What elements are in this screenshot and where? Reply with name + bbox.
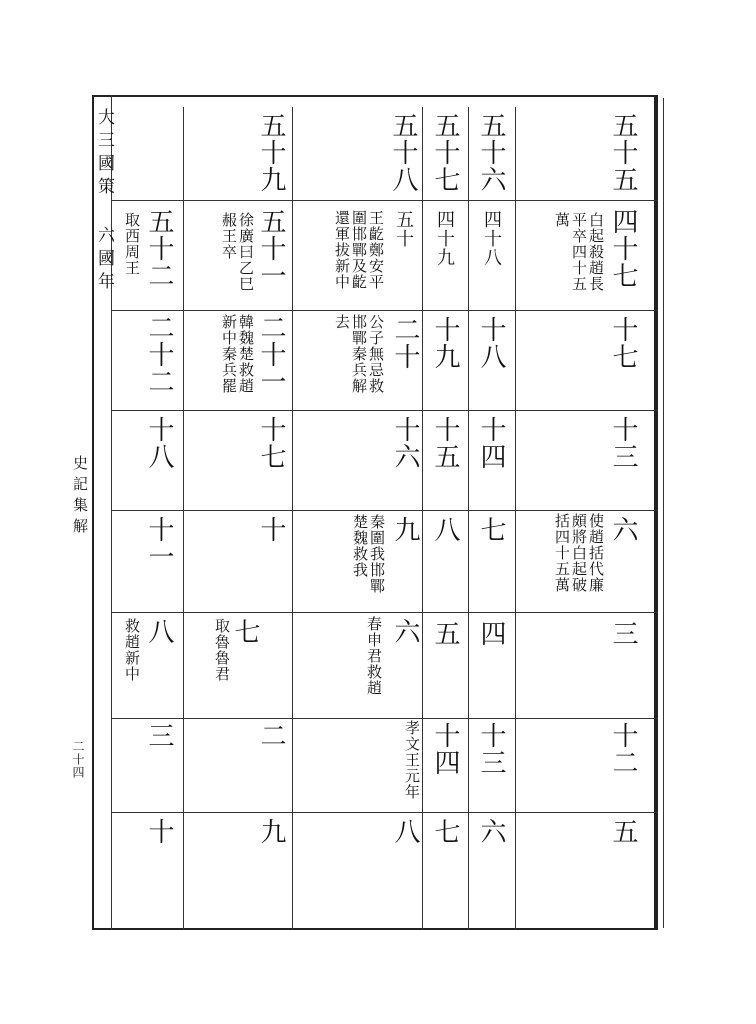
year-cell: 六 xyxy=(608,516,638,543)
year-cell: 七 xyxy=(230,618,260,645)
year-cell: 四十七 xyxy=(608,208,638,289)
year-cell: 十四 xyxy=(430,722,460,776)
year-cell: 十 xyxy=(256,516,286,543)
event-note: 使趙括代廉頗將白起破括四十五萬 xyxy=(553,513,605,593)
year-cell: 十三 xyxy=(608,416,638,470)
year-cell: 五 xyxy=(430,620,460,647)
margin-title: 大三國策 六國年 xyxy=(94,108,114,295)
event-note: 徐廣曰乙巳赧王卒 xyxy=(220,212,255,292)
year-cell: 六 xyxy=(476,818,506,845)
year-cell: 二十一 xyxy=(256,314,286,395)
event-note: 王齕鄭安平圍邯鄲及齕還軍拔新中 xyxy=(333,210,385,290)
year-cell: 十二 xyxy=(608,722,638,776)
year-cell: 九 xyxy=(390,516,420,543)
year-cell: 六 xyxy=(390,618,420,645)
year-cell: 十九 xyxy=(430,316,460,370)
year-cell: 八 xyxy=(390,818,420,845)
year-cell: 四十九 xyxy=(434,210,455,267)
year-cell: 十四 xyxy=(476,416,506,470)
year-cell: 十六 xyxy=(390,416,420,470)
year-cell: 五 xyxy=(608,818,638,845)
event-note: 取魯魯君 xyxy=(213,618,231,682)
year-cell: 九 xyxy=(256,818,286,845)
year-cell: 四十八 xyxy=(481,210,502,267)
year-cell: 七 xyxy=(476,516,506,543)
event-note: 取西周王 xyxy=(123,212,141,276)
year-cell: 二 xyxy=(256,722,286,749)
year-cell: 十五 xyxy=(430,416,460,470)
year-cell: 五十一 xyxy=(256,208,286,289)
year-cell: 十八 xyxy=(476,316,506,370)
year-cell: 五十 xyxy=(393,210,414,248)
margin-book-name: 史記集解 xyxy=(71,455,89,539)
year-cell: 八 xyxy=(430,516,460,543)
year-cell: 八 xyxy=(144,618,174,645)
year-cell: 五十五 xyxy=(608,112,638,193)
year-cell: 五十八 xyxy=(388,112,418,193)
event-note: 秦圍我邯鄲楚魏救我 xyxy=(351,514,386,594)
event-note: 公子無忌救邯鄲秦兵解去 xyxy=(333,314,385,394)
year-cell: 五十九 xyxy=(256,112,286,193)
year-cell: 五十七 xyxy=(430,112,460,193)
event-note: 韓魏楚救趙新中秦兵罷 xyxy=(220,314,255,394)
event-note: 救趙新中 xyxy=(123,618,141,682)
year-cell: 十 xyxy=(144,818,174,845)
year-cell: 十三 xyxy=(476,722,506,776)
year-cell: 五十二 xyxy=(144,208,174,289)
event-note: 白起殺趙長平卒四十五萬 xyxy=(553,212,605,292)
year-cell: 十七 xyxy=(608,316,638,370)
year-cell: 二十二 xyxy=(144,314,174,395)
event-note: 春申君救趙 xyxy=(365,616,383,696)
year-cell: 十八 xyxy=(144,416,174,470)
margin-page-number: 二十四 xyxy=(71,740,85,779)
year-cell: 三 xyxy=(144,722,174,749)
year-cell: 十一 xyxy=(144,516,174,570)
year-cell: 二十 xyxy=(390,316,420,370)
year-cell: 四 xyxy=(476,620,506,647)
year-cell: 七 xyxy=(430,818,460,845)
event-note: 孝文王元年 xyxy=(403,720,421,800)
year-cell: 五十六 xyxy=(476,112,506,193)
page-edge xyxy=(655,98,664,928)
year-cell: 十七 xyxy=(256,416,286,470)
year-cell: 三 xyxy=(608,620,638,647)
